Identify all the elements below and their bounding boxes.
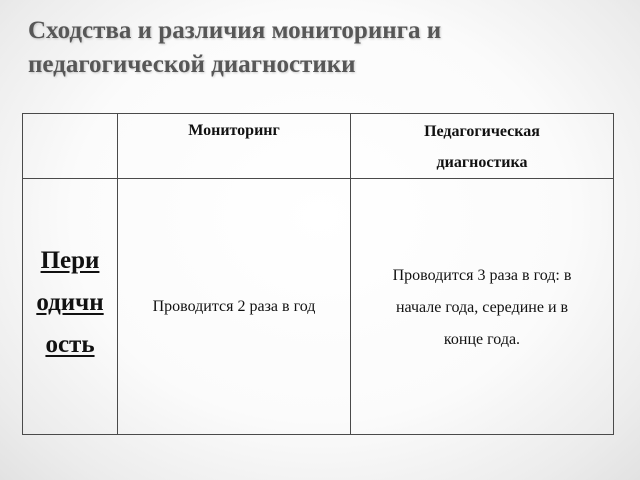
- row-label-line-3: ость: [45, 331, 95, 358]
- row-label-line-2: одичн: [36, 289, 104, 316]
- diagnostics-text-line-3: конце года.: [443, 331, 521, 348]
- cell-monitoring-periodicity: Проводится 2 раза в год: [152, 298, 316, 315]
- header-monitoring: Мониторинг: [188, 122, 280, 139]
- title-line-1: Сходства и различия мониторинга и: [28, 17, 442, 44]
- page-title: [28, 14, 618, 82]
- header-diagnostics-line-1: Педагогическая: [424, 123, 540, 140]
- header-pedagogical-diagnostics: [351, 116, 613, 178]
- cell-diagnostics-periodicity: [351, 260, 613, 356]
- row-label-periodicity: [23, 240, 117, 366]
- column-divider-1: [117, 114, 118, 434]
- comparison-table: [22, 113, 614, 435]
- diagnostics-text-line-1: Проводится 3 раза в год: в: [392, 267, 572, 284]
- row-label-line-1: Пери: [40, 247, 100, 274]
- header-row-divider: [23, 178, 613, 179]
- title-line-2: педагогической диагностики: [28, 51, 356, 78]
- header-diagnostics-line-2: диагностика: [436, 154, 528, 171]
- diagnostics-text-line-2: начале года, середине и в: [395, 299, 569, 316]
